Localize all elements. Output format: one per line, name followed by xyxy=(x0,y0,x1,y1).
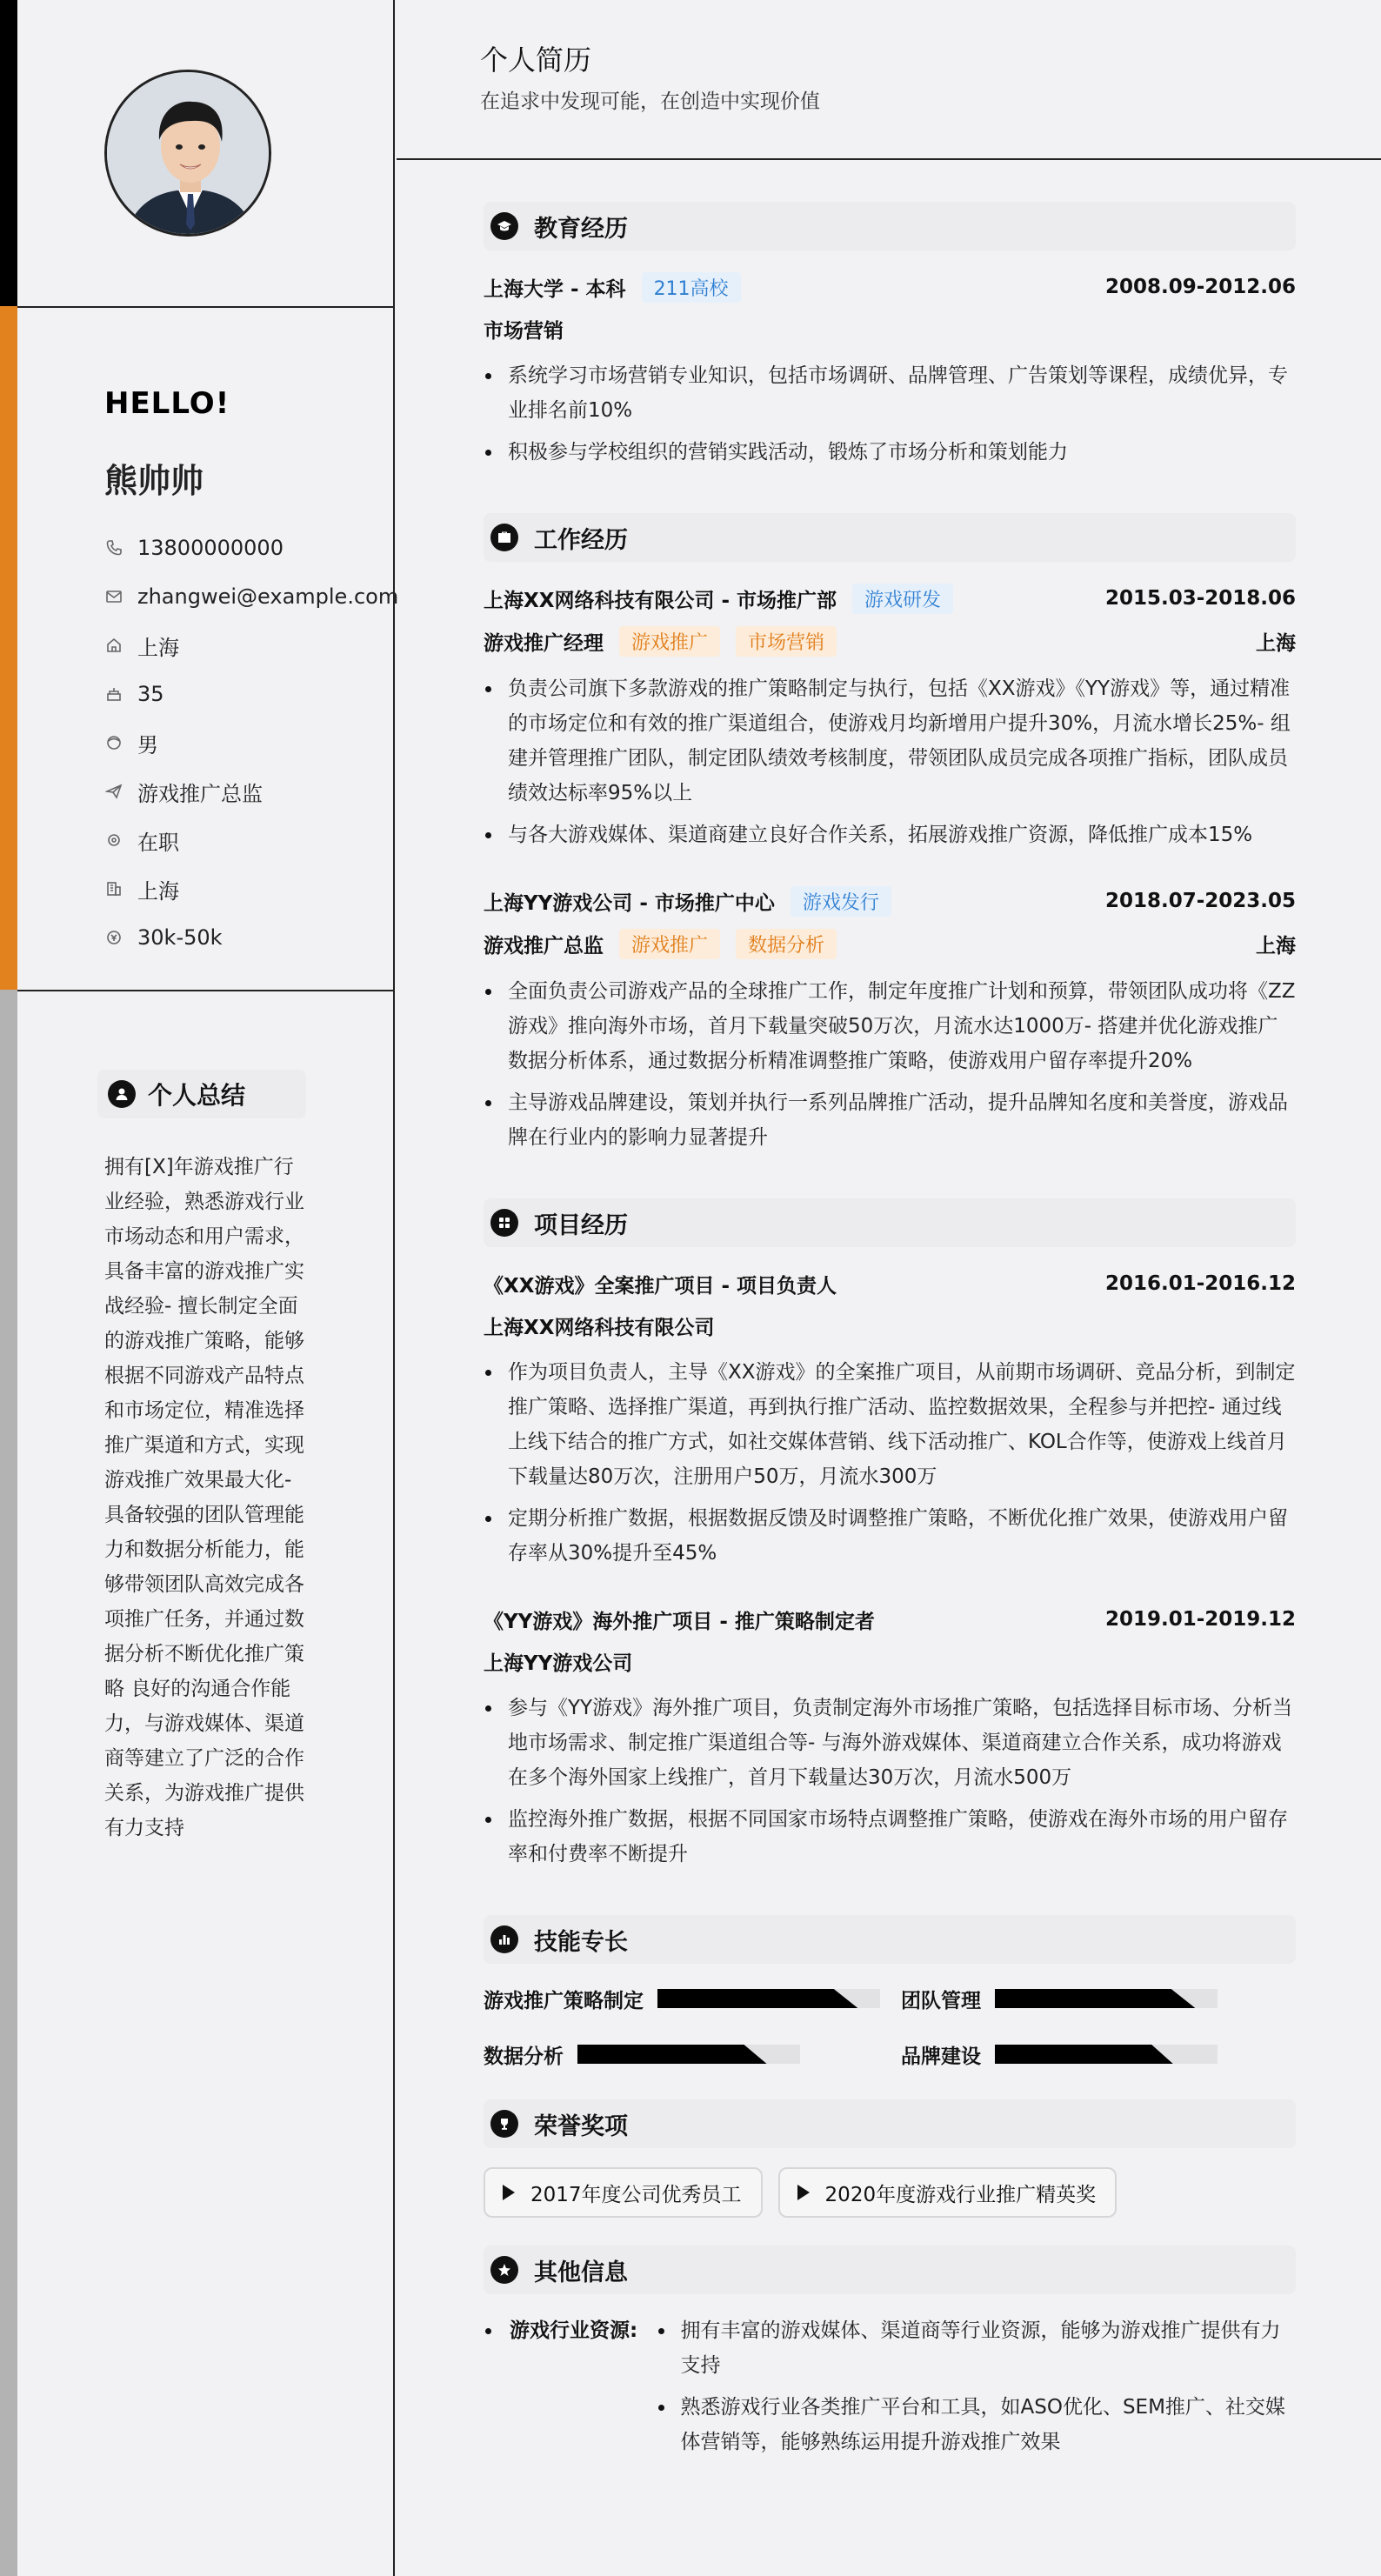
contact-value: 上海 xyxy=(137,878,179,904)
project-date: 2016.01-2016.12 xyxy=(1104,1272,1296,1295)
project-name: 《YY游戏》海外推广项目 - 推广策略制定者 xyxy=(484,1610,875,1633)
contact-position xyxy=(104,767,398,816)
divider xyxy=(397,158,1381,160)
company-name: 上海XX网络科技有限公司 - 市场推广部 xyxy=(484,589,837,612)
play-icon xyxy=(503,2185,515,2200)
list-item: 全面负责公司游戏产品的全球推广工作，制定年度推广计划和预算，带领团队成功将《ZZ游戏》推向海外市场，首月下载量突破50万次，月流水达1000万- 搭建并优化游戏推广数据分析体系，通过数据分析精准调整推广策略，使游戏用户留存率提升20% xyxy=(484,974,1296,1078)
role-tag: 市场营销 xyxy=(736,626,837,657)
skill-item xyxy=(901,2039,1296,2070)
phone-icon xyxy=(104,538,123,557)
skill-item xyxy=(484,1983,901,2014)
contact-value: 13800000000 xyxy=(137,536,284,560)
list-item: 拥有丰富的游戏媒体、渠道商等行业资源，能够为游戏推广提供有力支持 xyxy=(657,2313,1296,2383)
education-bullets xyxy=(484,358,1296,470)
work-date: 2015.03-2018.06 xyxy=(1104,587,1296,610)
user-icon xyxy=(108,1080,136,1108)
skill-bar xyxy=(995,1989,1218,2008)
education-major: 市场营销 xyxy=(484,319,564,343)
work-entry xyxy=(484,884,1296,1155)
contact-value: 上海 xyxy=(137,635,179,660)
job-city: 上海 xyxy=(1256,934,1296,958)
work-entry xyxy=(484,581,1296,852)
profile-name: 熊帅帅 xyxy=(104,462,204,500)
company-tag: 游戏研发 xyxy=(852,584,953,614)
mail-icon xyxy=(104,587,123,606)
page-title: 个人简历 xyxy=(480,43,592,77)
greeting: HELLO! xyxy=(104,386,230,421)
divider xyxy=(17,306,393,308)
contact-value: zhangwei@example.com xyxy=(137,584,399,609)
bar-chart-icon xyxy=(490,1925,518,1953)
skill-bar xyxy=(577,2045,800,2064)
skill-bar-fill xyxy=(995,2045,1173,2064)
status-icon xyxy=(104,831,123,850)
badge-icon xyxy=(490,2256,518,2284)
project-name: 《XX游戏》全案推广项目 - 项目负责人 xyxy=(484,1274,837,1298)
resume-body xyxy=(484,202,1296,2466)
school-name: 上海大学 - 本科 xyxy=(484,277,626,301)
contact-email xyxy=(104,572,398,621)
education-title: 教育经历 xyxy=(534,215,628,243)
company-name: 上海YY游戏公司 - 市场推广中心 xyxy=(484,891,775,915)
skill-bar-fill xyxy=(995,1989,1195,2008)
education-entry-row xyxy=(484,270,1296,304)
skill-name: 游戏推广策略制定 xyxy=(484,1989,644,2012)
skills-header xyxy=(484,1915,1296,1964)
list-item: 负责公司旗下多款游戏的推广策略制定与执行，包括《XX游戏》《YY游戏》等，通过精准的市场定位和有效的推广渠道组合，使游戏月均新增用户提升30%，月流水增长25%- 组建并管理推广团队，制定团队绩效考核制度，带领团队成员完成各项推广指标，团队成员绩效达标率95%以上 xyxy=(484,671,1296,811)
contact-value: 在职 xyxy=(137,830,179,855)
awards-header xyxy=(484,2099,1296,2148)
work-title: 工作经历 xyxy=(534,526,628,554)
job-city: 上海 xyxy=(1256,631,1296,655)
divider xyxy=(17,990,393,991)
sidebar xyxy=(0,0,399,2576)
salary-icon xyxy=(104,928,123,947)
role-tag: 游戏推广 xyxy=(619,929,720,959)
projects-header xyxy=(484,1198,1296,1247)
skills-grid xyxy=(484,1983,1296,2070)
contact-gender xyxy=(104,718,398,767)
contact-value: 游戏推广总监 xyxy=(137,781,263,806)
contact-salary xyxy=(104,913,398,962)
sidebar-stripe-gray xyxy=(0,990,17,2576)
skill-bar xyxy=(657,1989,880,2008)
award-label: 2017年度公司优秀员工 xyxy=(530,2183,742,2206)
award-item xyxy=(778,2167,1117,2218)
summary-text: 拥有[X]年游戏推广行业经验，熟悉游戏行业市场动态和用户需求，具备丰富的游戏推广实战经验- 擅长制定全面的游戏推广策略，能够根据不同游戏产品特点和市场定位，精准选择推广渠道和方式，实现游戏推广效果最大化- 具备较强的团队管理能力和数据分析能力，能够带领团队高效完成各项推广任务，并通过数据分析不断优化推广策略 良好的沟通合作能力，与游戏媒体、渠道商等建立了广泛的合作关系，为游戏推广提供有力支持 xyxy=(104,1156,304,1839)
skill-name: 团队管理 xyxy=(901,1989,981,2012)
list-item: 积极参与学校组织的营销实践活动，锻炼了市场分析和策划能力 xyxy=(484,435,1296,470)
skill-item xyxy=(484,2039,901,2070)
project-entry xyxy=(484,1266,1296,1571)
list-item: 作为项目负责人，主导《XX游戏》的全案推广项目，从前期市场调研、竞品分析，到制定推广策略、选择推广渠道，再到执行推广活动、监控数据效果，全程参与并把控- 通过线上线下结合的推广方式，如社交媒体营销、线下活动推广、KOL合作等，使游戏上线首月下载量达80万次，注册用户50万，月流水300万 xyxy=(484,1355,1296,1494)
other-title: 其他信息 xyxy=(534,2259,628,2286)
education-date: 2008.09-2012.06 xyxy=(1104,276,1296,298)
project-company: 上海YY游戏公司 xyxy=(484,1652,633,1675)
contact-value: 35 xyxy=(137,682,164,706)
contact-age xyxy=(104,670,398,718)
role-tag: 数据分析 xyxy=(736,929,837,959)
contact-value: 男 xyxy=(137,732,158,757)
home-icon xyxy=(104,636,123,655)
summary-header xyxy=(97,1070,306,1118)
sidebar-stripe-black xyxy=(0,0,17,306)
list-item: 参与《YY游戏》海外推广项目，负责制定海外市场推广策略，包括选择目标市场、分析当地市场需求、制定推广渠道组合等- 与海外游戏媒体、渠道商建立合作关系，成功将游戏在多个海外国家上线推广，首月下载量达30万次，月流水500万 xyxy=(484,1691,1296,1795)
sidebar-stripe-orange xyxy=(0,306,17,990)
skills-title: 技能专长 xyxy=(534,1928,628,1956)
skill-name: 品牌建设 xyxy=(901,2045,981,2068)
list-item: 与各大游戏媒体、渠道商建立良好合作关系，拓展游戏推广资源，降低推广成本15% xyxy=(484,818,1296,852)
gender-icon xyxy=(104,733,123,752)
contact-value: 30k-50k xyxy=(137,925,223,950)
main-content xyxy=(397,0,1381,2576)
graduation-cap-icon xyxy=(490,212,518,240)
skill-name: 数据分析 xyxy=(484,2045,564,2068)
send-icon xyxy=(104,782,123,801)
contact-location xyxy=(104,621,398,670)
contact-phone xyxy=(104,524,398,572)
page-subtitle: 在追求中发现可能，在创造中实现价值 xyxy=(480,90,820,113)
play-icon xyxy=(797,2185,810,2200)
avatar xyxy=(104,70,271,237)
project-entry xyxy=(484,1602,1296,1872)
awards-list xyxy=(484,2167,1296,2218)
award-label: 2020年度游戏行业推广精英奖 xyxy=(824,2183,1097,2206)
summary-title: 个人总结 xyxy=(148,1081,246,1110)
list-item: 熟悉游戏行业各类推广平台和工具，如ASO优化、SEM推广、社交媒体营销等，能够熟练运用提升游戏推广效果 xyxy=(657,2390,1296,2459)
apps-icon xyxy=(490,1209,518,1237)
list-item: 主导游戏品牌建设，策划并执行一系列品牌推广活动，提升品牌知名度和美誉度，游戏品牌在行业内的影响力显著提升 xyxy=(484,1085,1296,1155)
other-label: 游戏行业资源: xyxy=(484,2313,657,2466)
company-tag: 游戏发行 xyxy=(791,886,891,917)
job-role: 游戏推广经理 xyxy=(484,631,604,655)
trophy-icon xyxy=(490,2110,518,2138)
age-icon xyxy=(104,684,123,704)
education-header xyxy=(484,202,1296,250)
skill-bar-fill xyxy=(577,2045,767,2064)
contact-status xyxy=(104,816,398,864)
contact-list xyxy=(104,524,398,962)
awards-title: 荣誉奖项 xyxy=(534,2112,628,2140)
skill-bar xyxy=(995,2045,1218,2064)
work-header xyxy=(484,513,1296,562)
projects-title: 项目经历 xyxy=(534,1211,628,1239)
job-role: 游戏推广总监 xyxy=(484,934,604,958)
project-date: 2019.01-2019.12 xyxy=(1104,1608,1296,1631)
award-item xyxy=(484,2167,763,2218)
list-item: 系统学习市场营销专业知识，包括市场调研、品牌管理、广告策划等课程，成绩优异，专业排名前10% xyxy=(484,358,1296,428)
list-item: 监控海外推广数据，根据不同国家市场特点调整推广策略，使游戏在海外市场的用户留存率和付费率不断提升 xyxy=(484,1802,1296,1872)
skill-item xyxy=(901,1983,1296,2014)
work-date: 2018.07-2023.05 xyxy=(1104,890,1296,912)
other-header xyxy=(484,2246,1296,2294)
building-icon xyxy=(104,879,123,898)
role-tag: 游戏推广 xyxy=(619,626,720,657)
school-tag: 211高校 xyxy=(642,272,741,303)
other-info xyxy=(484,2313,1296,2466)
list-item: 定期分析推广数据，根据数据反馈及时调整推广策略，不断优化推广效果，使游戏用户留存率从30%提升至45% xyxy=(484,1501,1296,1571)
project-company: 上海XX网络科技有限公司 xyxy=(484,1316,715,1339)
skill-bar-fill xyxy=(657,1989,857,2008)
contact-city xyxy=(104,864,398,913)
briefcase-icon xyxy=(490,524,518,551)
